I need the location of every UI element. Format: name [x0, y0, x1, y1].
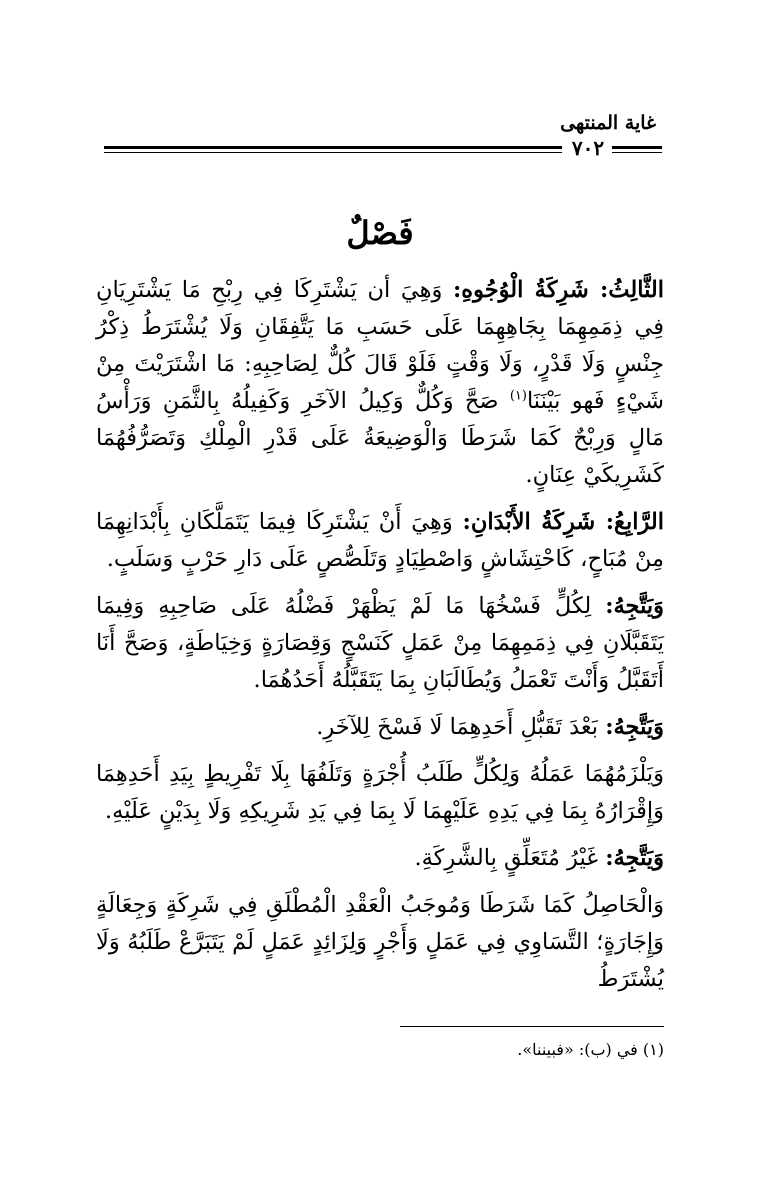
paragraph-text: لِكُلٍّ فَسْخُهَا مَا لَمْ يَظْهَرْ فَضْلُهُ عَلَى صَاحِبِهِ وَفِيمَا يَتَقَبَّلَانِ فِي ذِمَمِهِمَا مِنْ عَمَلٍ كَنَسْجٍ وَقِصَارَةٍ وَخِيَاطَةٍ، وَصَحَّ أَنَا أَتَقَبَّلُ وَأَنْتَ تَعْمَلُ وَيُطَالَبَانِ بِمَا يَتَقَبَّلُهُ أَحَدُهُمَا. — [96, 593, 664, 693]
running-head-title: غاية المنتهى — [560, 112, 656, 134]
paragraph-text: صَحَّ وَكُلٌّ وَكِيلُ الآخَرِ وَكَفِيلُهُ بِالثَّمَنِ وَرَأْسُ مَالٍ وَرِبْحٌ كَمَا شَرَطَا وَالْوَضِيعَةُ عَلَى قَدْرِ الْمِلْكِ وَتَصَرُّفُهُمَا كَشَرِيكَيْ عِنَانٍ. — [96, 388, 664, 488]
paragraph-yattajih-3 — [96, 840, 664, 877]
header-rule-right — [612, 146, 662, 153]
paragraph-text: وَهِيَ أَنْ يَشْتَرِكَا فِيمَا يَتَمَلَّكَانِ بِأَبْدَانِهِمَا مِنْ مُبَاحٍ، كَاحْتِشَاشٍ وَاصْطِيَادٍ وَتَلَصُّصٍ عَلَى دَارِ حَرْبٍ وَسَلَبٍ. — [96, 509, 664, 572]
paragraph-third-partnership — [96, 272, 664, 494]
footnote-ref: (١) — [509, 388, 527, 404]
main-text — [96, 272, 664, 1008]
paragraph-text: وَالْحَاصِلُ كَمَا شَرَطَا وَمُوجَبُ الْعَقْدِ الْمُطْلَقِ فِي شَرِكَةٍ وَجِعَالَةٍ وَإِجَارَةٍ؛ التَّسَاوِي فِي عَمَلٍ وَأَجْرٍ وَلِزَائِدٍ عَمَلٍ لَمْ يَتَبَرَّعْ طَلَبُهُ وَلَا يُشْتَرَطُ — [96, 892, 664, 992]
paragraph-text: وَيَلْزَمُهُمَا عَمَلُهُ وَلِكُلٍّ طَلَبُ أُجْرَةٍ وَتَلَفُهَا بِلَا تَفْرِيطٍ بِيَدِ أَحَدِهِمَا وَإِقْرَارُهُ بِمَا فِي يَدِهِ عَلَيْهِمَا لَا بِمَا فِي يَدِ شَرِيكِهِ وَلَا بِدَيْنٍ عَلَيْهِ. — [96, 761, 664, 824]
page-number: ٧٠٢ — [571, 136, 605, 160]
header-rule-left — [104, 146, 562, 153]
paragraph-lead: الرَّابِعُ: شَرِكَةُ الأَبْدَانِ: — [462, 509, 665, 535]
paragraph-yattajih-1 — [96, 588, 664, 699]
paragraph-text: غَيْرُ مُتَعَلِّقٍ بِالشَّرِكَةِ. — [414, 845, 606, 871]
footnote: (١) في (ب): «فبيننا». — [517, 1040, 664, 1059]
paragraph-yattajih-2 — [96, 709, 664, 746]
paragraph-lead: الثَّالِثُ: شَرِكَةُ الْوُجُوهِ: — [452, 277, 664, 303]
paragraph-text: وَهِيَ أن يَشْتَرِكَا فِي رِبْحِ مَا يَشْتَرِيَانِ فِي ذِمَمِهِمَا بِجَاهِهِمَا عَلَى حَسَبِ مَا يَتَّفِقَانِ وَلَا يُشْتَرَطُ ذِكْرُ جِنْسٍ وَلَا قَدْرٍ، وَلَا وَقْتٍ فَلَوْ قَالَ كُلٌّ لِصَاحِبِهِ: مَا اشْتَرَيْتَ مِنْ شَيْءٍ فَهو بَيْنَنَا — [96, 277, 664, 414]
paragraph-fourth-partnership — [96, 504, 664, 578]
paragraph-conclusion — [96, 887, 664, 998]
paragraph-text: بَعْدَ تَقَبُّلِ أَحَدِهِمَا لَا فَسْخَ لِلآخَرِ. — [316, 714, 606, 740]
section-heading: فَصْلٌ — [346, 214, 414, 252]
paragraph-lead: وَيَتَّجِهُ: — [605, 593, 664, 619]
paragraph-obligation — [96, 756, 664, 830]
paragraph-lead: وَيَتَّجِهُ: — [605, 714, 664, 740]
paragraph-lead: وَيَتَّجِهُ: — [605, 845, 664, 871]
footnote-divider — [400, 1026, 664, 1027]
